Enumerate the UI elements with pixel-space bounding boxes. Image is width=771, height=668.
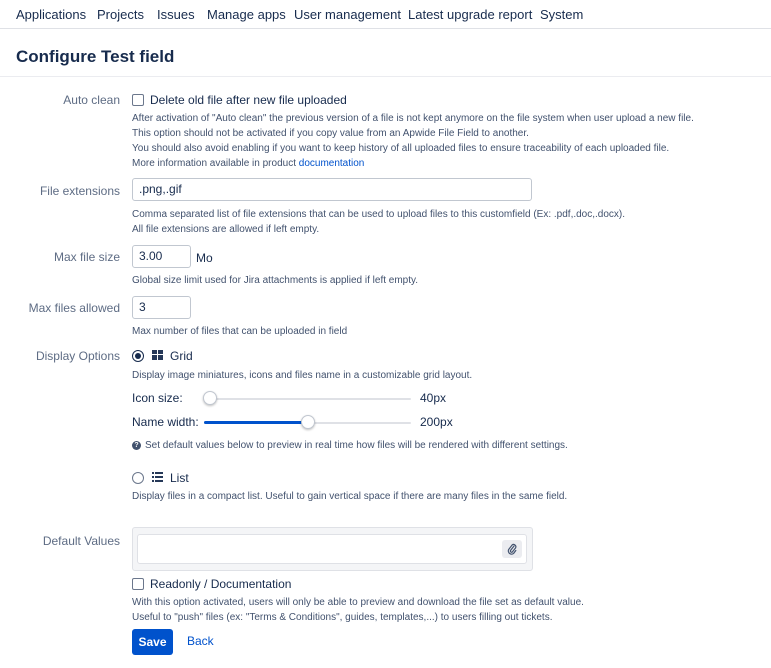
list-help: Display files in a compact list. Useful to gain vertical space if there are many files in the same field. <box>132 491 568 502</box>
max-file-size-label: Max file size <box>53 250 120 264</box>
back-link[interactable]: Back <box>187 634 214 648</box>
nav-item-latest-upgrade-report[interactable]: Latest upgrade report <box>408 7 533 22</box>
nav-item-manage-apps[interactable]: Manage apps <box>207 7 286 22</box>
save-button[interactable]: Save <box>132 629 173 655</box>
auto-clean-checkbox-label[interactable]: Delete old file after new file uploaded <box>150 93 347 107</box>
file-extensions-help-1: Comma separated list of file extensions that can be used to upload files to this customfield (Ex: .pdf,.doc,.docx). <box>132 209 626 220</box>
nav-item-applications[interactable]: Applications <box>16 7 87 22</box>
preview-note: Set default values below to preview in real time how files will be rendered with different settings. <box>145 440 568 451</box>
auto-clean-more-info <box>132 156 364 171</box>
auto-clean-help-3: You should also avoid enabling if you want to keep history of all uploaded files to ensure traceability of each uploaded file. <box>132 143 670 154</box>
default-values-container <box>132 527 533 571</box>
title-divider <box>0 76 771 77</box>
display-options-label: Display Options <box>35 349 120 363</box>
max-files-help: Max number of files that can be uploaded in field <box>132 326 348 337</box>
nav-item-system[interactable]: System <box>540 7 584 22</box>
readonly-help-2: Useful to "push" files (ex: "Terms & Conditions", guides, templates,...) to users filling out tickets. <box>132 612 553 623</box>
auto-clean-help-1: After activation of "Auto clean" the previous version of a file is not kept anymore on the file system when user upload a new file. <box>132 113 694 124</box>
name-width-slider-thumb[interactable] <box>301 415 315 429</box>
documentation-link[interactable]: documentation <box>298 158 365 169</box>
icon-size-label: Icon size: <box>132 391 183 405</box>
max-files-input[interactable]: 3 <box>132 296 191 319</box>
max-file-size-help: Global size limit used for Jira attachments is applied if left empty. <box>132 275 419 286</box>
nav-item-user-management[interactable]: User management <box>294 7 401 22</box>
grid-help: Display image miniatures, icons and files name in a customizable grid layout. <box>132 370 473 381</box>
name-width-value: 200px <box>420 415 453 429</box>
auto-clean-label: Auto clean <box>63 93 120 107</box>
nav-item-issues[interactable]: Issues <box>157 7 195 22</box>
max-file-size-unit: Mo <box>196 251 213 265</box>
max-files-label: Max files allowed <box>28 301 120 315</box>
name-width-slider-fill <box>204 421 308 424</box>
attach-button[interactable] <box>502 540 522 558</box>
grid-radio[interactable] <box>132 350 144 362</box>
page-title: Configure Test field <box>16 47 175 66</box>
info-icon: ? <box>132 441 141 450</box>
file-extensions-help-2: All file extensions are allowed if left empty. <box>132 224 320 235</box>
paperclip-icon <box>507 543 517 555</box>
max-file-size-input[interactable]: 3.00 <box>132 245 191 268</box>
icon-size-value: 40px <box>420 391 447 405</box>
default-values-file-field[interactable] <box>137 534 527 564</box>
auto-clean-checkbox[interactable] <box>132 94 144 106</box>
list-option-label[interactable]: List <box>170 471 189 485</box>
auto-clean-help-2: This option should not be activated if you copy value from an Apwide File Field to another. <box>132 128 529 139</box>
file-extensions-label: File extensions <box>39 184 120 198</box>
nav-item-projects[interactable]: Projects <box>97 7 144 22</box>
grid-icon <box>152 350 163 360</box>
file-extensions-input[interactable]: .png,.gif <box>132 178 532 201</box>
icon-size-slider-thumb[interactable] <box>203 391 217 405</box>
readonly-help-1: With this option activated, users will only be able to preview and download the file set as default value. <box>132 597 584 608</box>
more-info-text: More information available in product <box>132 158 299 169</box>
name-width-label: Name width: <box>132 415 199 429</box>
list-icon <box>152 472 163 482</box>
readonly-checkbox-label[interactable]: Readonly / Documentation <box>150 577 292 591</box>
icon-size-slider-track[interactable] <box>204 398 411 400</box>
top-navigation <box>0 0 771 29</box>
readonly-checkbox[interactable] <box>132 578 144 590</box>
default-values-label: Default Values <box>42 534 120 548</box>
grid-option-label[interactable]: Grid <box>170 349 193 363</box>
list-radio[interactable] <box>132 472 144 484</box>
